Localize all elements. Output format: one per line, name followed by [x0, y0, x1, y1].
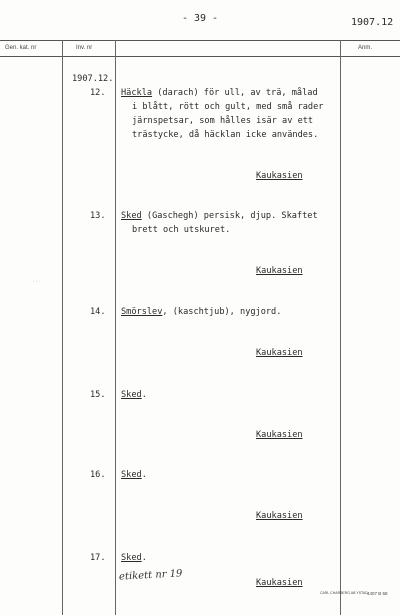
- entry-region: Kaukasien: [256, 511, 303, 521]
- entry-text-line: trästycke, då häcklan icke användes.: [132, 130, 319, 140]
- handwritten-note: etikett nr 19: [118, 568, 183, 583]
- entry-text: Sked.: [121, 470, 147, 480]
- column-divider: [340, 40, 341, 615]
- entry-text: Häckla (darach) för ull, av trä, målad: [121, 88, 318, 98]
- entry-name: Sked: [121, 390, 142, 400]
- entry-name: Sked: [121, 553, 142, 563]
- entry-number: 14.: [90, 307, 106, 317]
- entry-region: Kaukasien: [256, 578, 303, 588]
- entry-name: Smörslev: [121, 307, 163, 317]
- header-anm: Anm.: [358, 45, 373, 51]
- entry-region: Kaukasien: [256, 266, 303, 276]
- entry-number: 17.: [90, 553, 106, 563]
- printer-imprint: CARL CHARBERG AB YSTAD: [320, 591, 368, 595]
- entry-text: Sked (Gaschegh) persisk, djup. Skaftet: [121, 211, 318, 221]
- paper-smudge: ···: [32, 279, 42, 285]
- entry-text-line: i blått, rött och gult, med små rader: [132, 102, 324, 112]
- form-code: 4407 B 68: [367, 591, 388, 596]
- entry-name: Häckla: [121, 88, 153, 98]
- entry-number: 16.: [90, 470, 106, 480]
- column-divider: [115, 40, 116, 615]
- entry-text: Sked.: [121, 390, 147, 400]
- entry-region: Kaukasien: [256, 348, 303, 358]
- page-number: - 39 -: [181, 13, 219, 24]
- column-divider: [62, 40, 63, 615]
- entry-region: Kaukasien: [256, 171, 303, 181]
- header-inv-nr: Inv. nr: [76, 45, 93, 51]
- entry-name: Sked: [121, 211, 142, 221]
- entry-text-line: brett och utskuret.: [132, 225, 231, 235]
- entry-name: Sked: [121, 470, 142, 480]
- header-gen-kat: Gen. kat. nr: [5, 45, 37, 51]
- entry-text-line: järnspetsar, som hålles isär av ett: [132, 116, 314, 126]
- entry-number: 13.: [90, 211, 106, 221]
- entry-number: 12.: [90, 88, 106, 98]
- catalog-reference: 1907.12: [351, 17, 394, 28]
- entry-text: Sked.: [121, 553, 147, 563]
- entry-number: 15.: [90, 390, 106, 400]
- collection-number: 1907.12.: [72, 74, 114, 84]
- entry-text: Smörslev, (kaschtjub), nygjord.: [121, 307, 282, 317]
- entry-region: Kaukasien: [256, 430, 303, 440]
